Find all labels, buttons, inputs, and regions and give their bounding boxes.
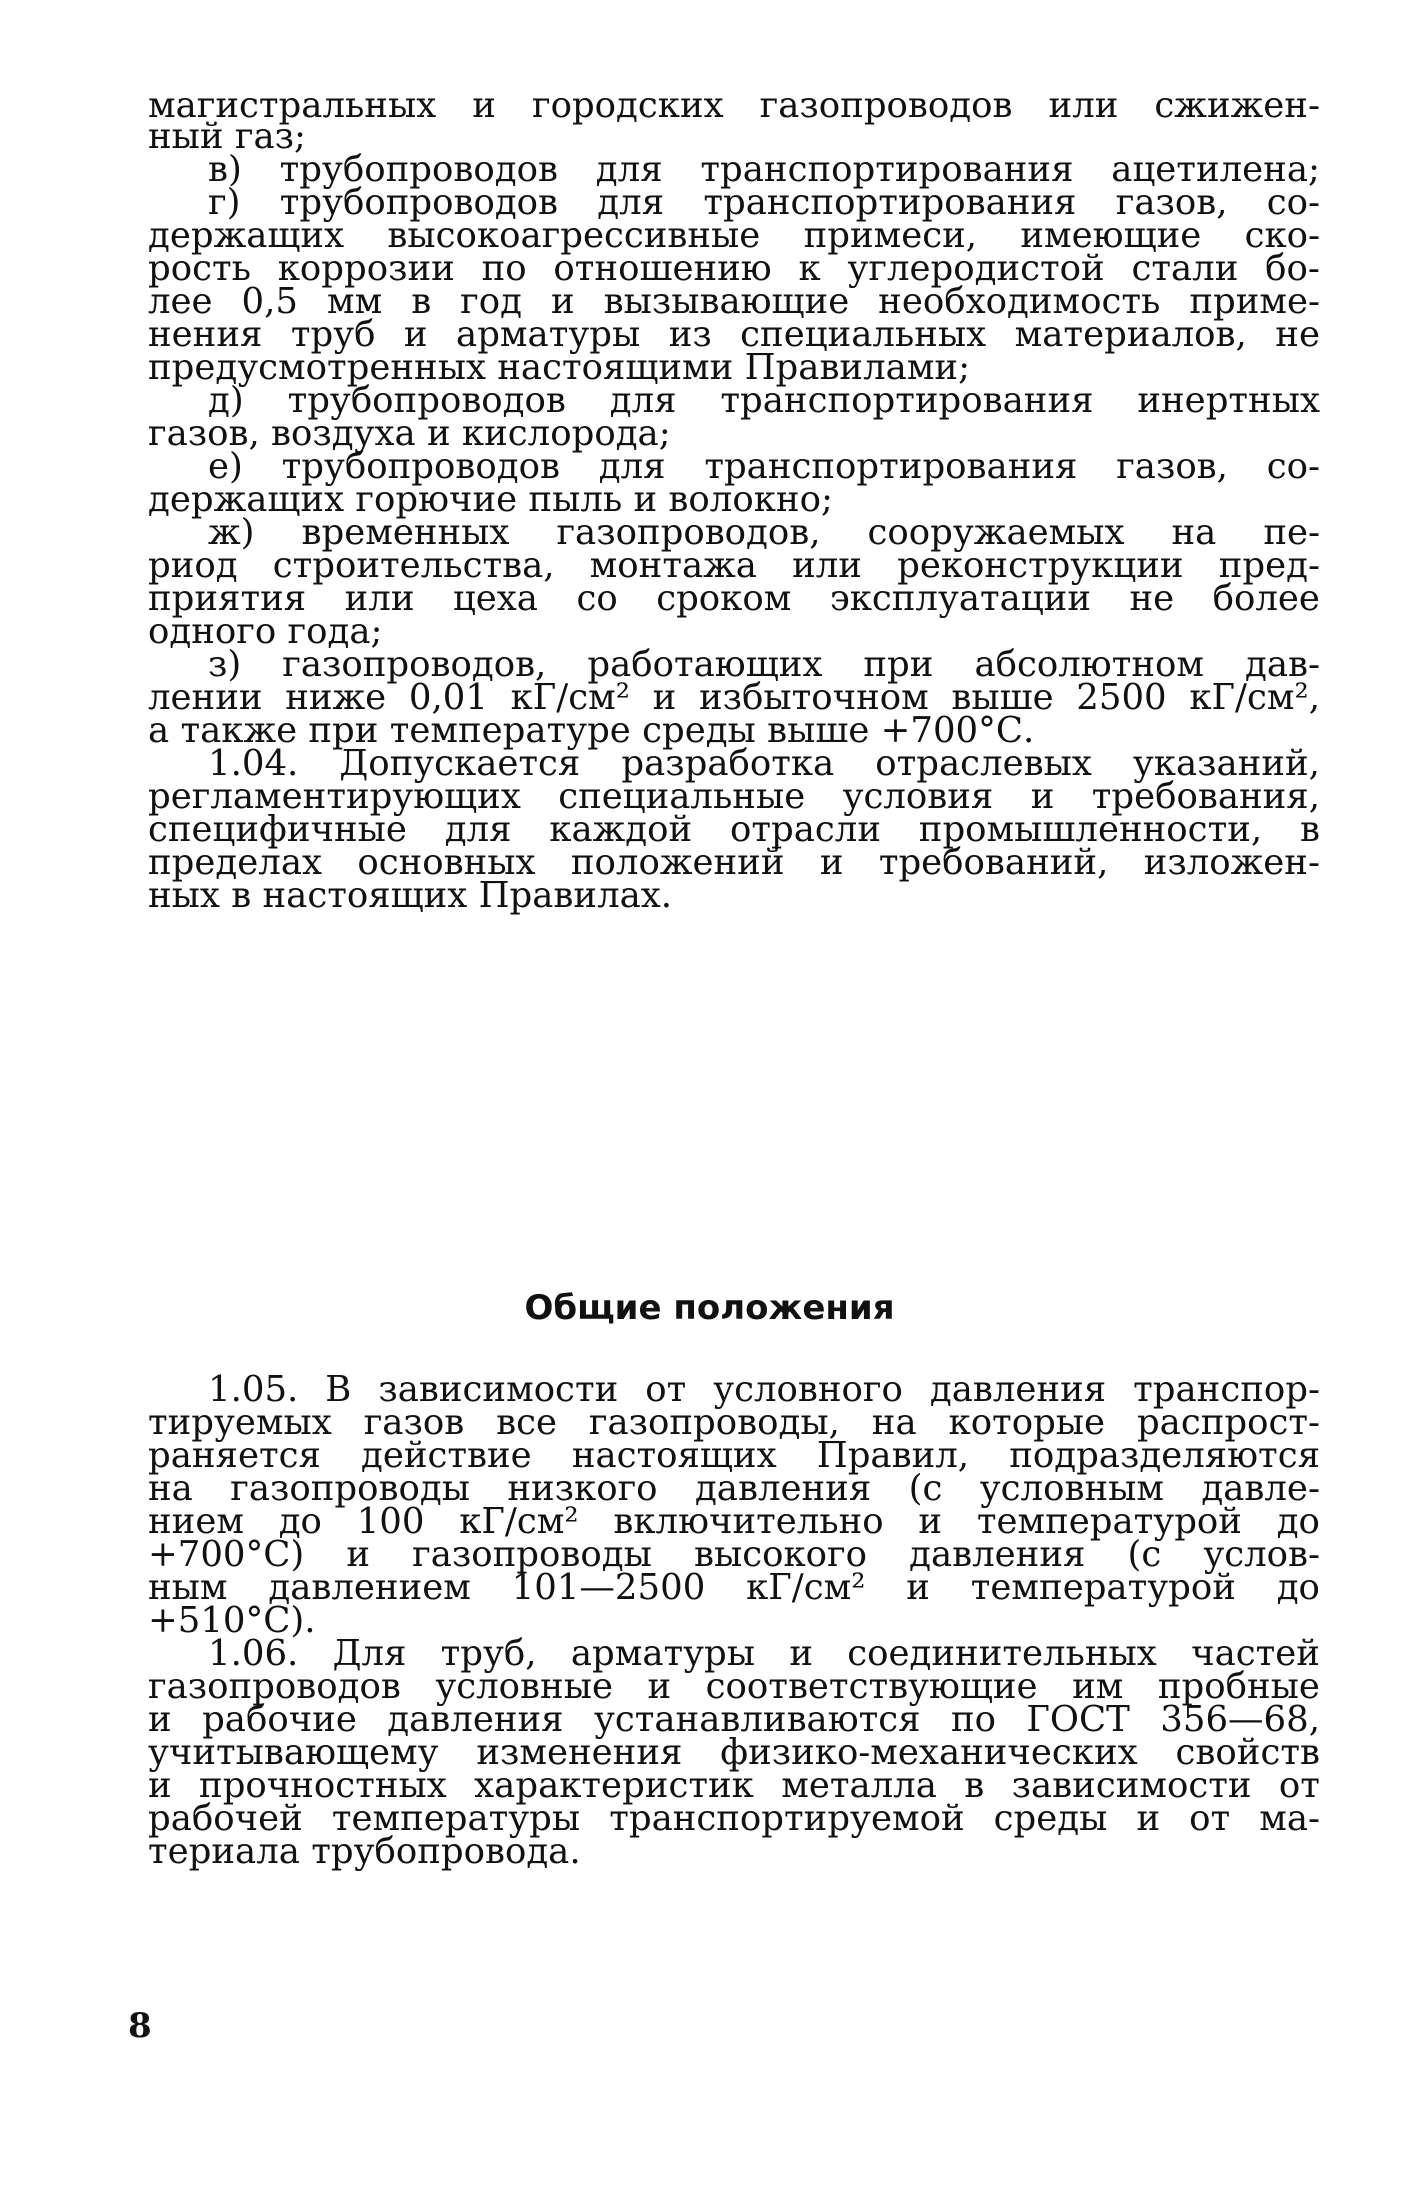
text-line: ных в настоящих Правилах.	[148, 875, 673, 916]
text-line: магистральных и городских газопроводов или сжижен-	[148, 85, 1320, 126]
text-line: пределах основных положений и требований, изложен-	[148, 842, 1320, 883]
text-line: а также при температуре среды выше +700°С.	[148, 710, 1035, 751]
text-line: специфичные для каждой отрасли промышленности, в	[148, 809, 1320, 850]
text-line: г) трубопроводов для транспортирования газов, со-	[208, 182, 1320, 223]
text-line: и прочностных характеристик металла в зависимости от	[148, 1765, 1320, 1806]
text-line: газопроводов условные и соответствующие им пробные	[148, 1666, 1320, 1707]
text-line: ным давлением 101—2500 кГ/см² и температурой до	[148, 1567, 1320, 1608]
text-line: газов, воздуха и кислорода;	[148, 413, 671, 454]
text-line: 1.06. Для труб, арматуры и соединительных частей	[208, 1633, 1320, 1674]
text-line: рабочей температуры транспортируемой среды и от ма-	[148, 1798, 1320, 1839]
text-line: 1.04. Допускается разработка отраслевых указаний,	[208, 743, 1320, 784]
text-line: держащих высокоагрессивные примеси, имеющие ско-	[148, 215, 1320, 256]
text-line: ный газ;	[148, 116, 306, 157]
text-line: +510°С).	[148, 1600, 316, 1641]
text-line: е) трубопроводов для транспортирования газов, со-	[208, 446, 1320, 487]
text-line: учитывающему изменения физико-механических свойств	[148, 1732, 1320, 1773]
text-line: предусмотренных настоящими Правилами;	[148, 347, 971, 388]
text-line: риод строительства, монтажа или реконструкции пред-	[148, 545, 1320, 586]
text-line: тируемых газов все газопроводы, на которые распрост-	[148, 1402, 1320, 1443]
text-line: регламентирующих специальные условия и требования,	[148, 776, 1320, 817]
text-line: +700°С) и газопроводы высокого давления (с услов-	[148, 1534, 1320, 1575]
text-line: в) трубопроводов для транспортирования ацетилена;	[208, 149, 1320, 190]
text-line: на газопроводы низкого давления (с условным давле-	[148, 1468, 1320, 1509]
text-line: и рабочие давления устанавливаются по ГОСТ 356—68,	[148, 1699, 1320, 1740]
text-line: рость коррозии по отношению к углеродистой стали бо-	[148, 248, 1320, 289]
section-heading: Общие положения	[524, 1288, 895, 1328]
text-line: д) трубопроводов для транспортирования инертных	[208, 380, 1320, 421]
text-line: держащих горючие пыль и волокно;	[148, 479, 833, 520]
text-line: приятия или цеха со сроком эксплуатации не более	[148, 578, 1320, 619]
text-line: лении ниже 0,01 кГ/см² и избыточном выше 2500 кГ/см²,	[148, 677, 1320, 718]
text-line: лее 0,5 мм в год и вызывающие необходимость приме-	[148, 281, 1320, 322]
text-line: ж) временных газопроводов, сооружаемых на пе-	[208, 512, 1320, 553]
text-line: раняется действие настоящих Правил, подразделяются	[148, 1435, 1320, 1476]
text-line: териала трубопровода.	[148, 1831, 581, 1872]
text-line: 1.05. В зависимости от условного давления транспор-	[208, 1369, 1320, 1410]
text-line: нения труб и арматуры из специальных материалов, не	[148, 314, 1320, 355]
page-number: 8	[128, 2006, 152, 2046]
text-line: нием до 100 кГ/см² включительно и температурой до	[148, 1501, 1320, 1542]
text-line: одного года;	[148, 611, 383, 652]
text-line: з) газопроводов, работающих при абсолютном дав-	[208, 644, 1320, 685]
